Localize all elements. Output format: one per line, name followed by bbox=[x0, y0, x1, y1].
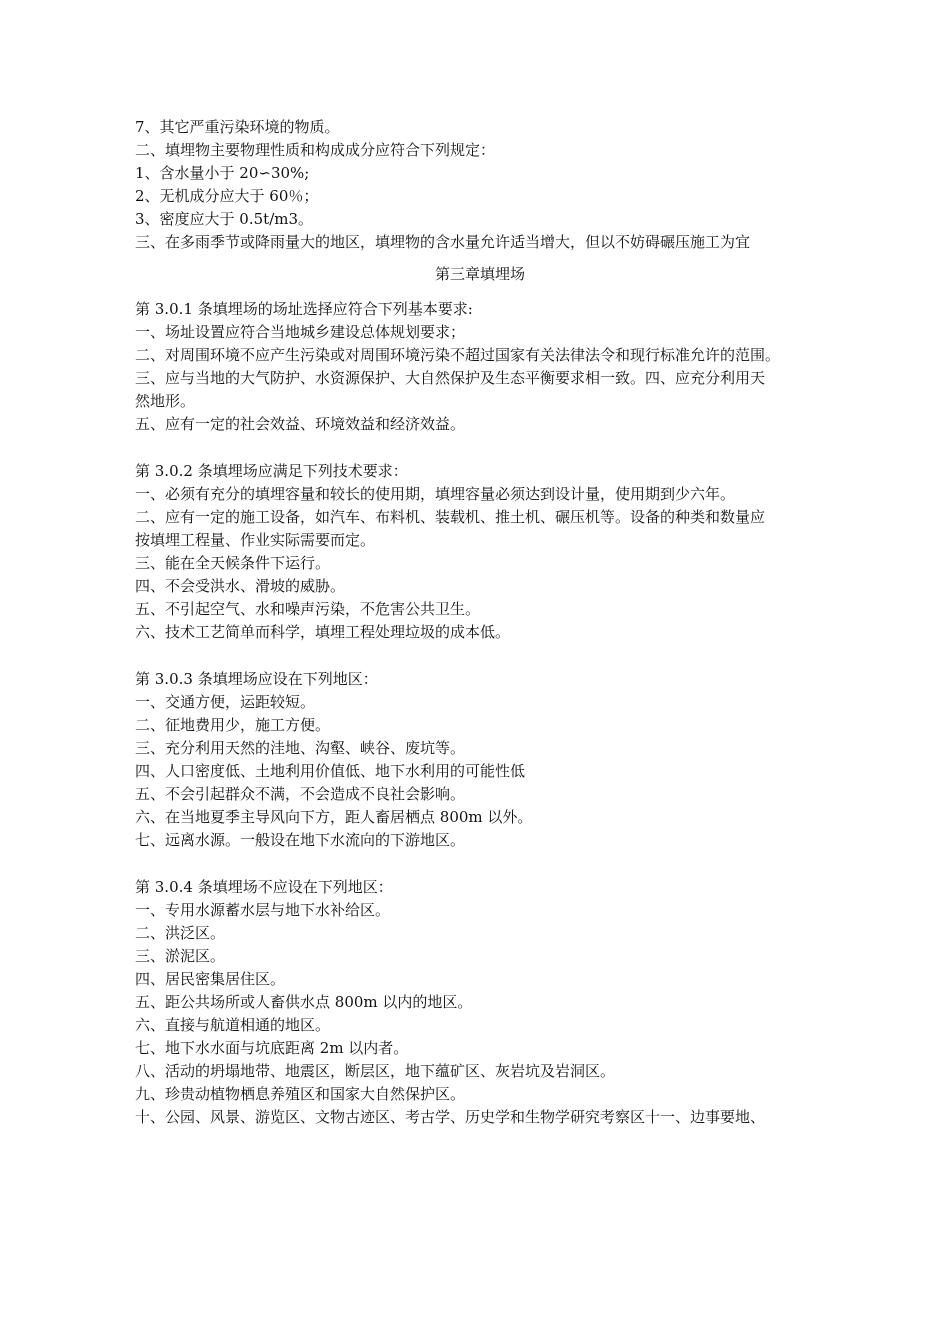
text-line: 2、无机成分应大于 60％； bbox=[135, 187, 319, 205]
section-heading: 第 3.0.1 条填埋场的场址选择应符合下列基本要求: bbox=[135, 300, 473, 318]
section-3-0-4 bbox=[135, 876, 825, 1129]
text-line: 九、珍贵动植物栖息养殖区和国家大自然保护区。 bbox=[135, 1085, 466, 1103]
section-heading: 第 3.0.4 条填埋场不应设在下列地区： bbox=[135, 878, 393, 896]
text-line: 四、人口密度低、土地利用价值低、地下水利用的可能性低 bbox=[135, 762, 526, 780]
text-line: 三、能在全天候条件下运行。 bbox=[135, 554, 331, 572]
text-line: 二、征地费用少，施工方便。 bbox=[135, 716, 331, 734]
section-3-0-2 bbox=[135, 460, 825, 644]
text-line: 四、不会受洪水、滑坡的威胁。 bbox=[135, 577, 346, 595]
section-3-0-1 bbox=[135, 298, 825, 436]
paragraph-gap bbox=[135, 436, 825, 460]
text-line: 五、不会引起群众不满，不会造成不良社会影响。 bbox=[135, 785, 466, 803]
text-line: 七、远离水源。一般设在地下水流向的下游地区。 bbox=[135, 831, 466, 849]
text-line: 八、活动的坍塌地带、地震区，断层区，地下蕴矿区、灰岩坑及岩洞区。 bbox=[135, 1062, 616, 1080]
text-line: 7、其它严重污染环境的物质。 bbox=[135, 118, 340, 136]
section-3-0-3 bbox=[135, 668, 825, 852]
text-line: 三、淤泥区。 bbox=[135, 947, 226, 965]
text-line: 四、居民密集居住区。 bbox=[135, 970, 286, 988]
text-line: 三、在多雨季节或降雨量大的地区，填埋物的含水量允许适当增大，但以不妨碍碾压施工为宜 bbox=[135, 233, 751, 251]
text-line: 然地形。 bbox=[135, 392, 196, 410]
intro-block bbox=[135, 116, 825, 254]
text-line: 二、对周围环境不应产生污染或对周围环境污染不超过国家有关法律法令和现行标准允许的范围。 bbox=[135, 346, 781, 364]
text-line: 五、应有一定的社会效益、环境效益和经济效益。 bbox=[135, 415, 466, 433]
text-line: 二、洪泛区。 bbox=[135, 924, 226, 942]
text-line: 二、应有一定的施工设备，如汽车、布料机、装载机、推土机、碾压机等。设备的种类和数量应 bbox=[135, 508, 766, 526]
text-line: 1、含水量小于 20∽30%; bbox=[135, 164, 310, 182]
document-page bbox=[135, 116, 825, 1129]
chapter-title: 第三章填埋场 bbox=[434, 265, 525, 283]
section-heading: 第 3.0.2 条填埋场应满足下列技术要求： bbox=[135, 462, 408, 480]
text-line: 六、技术工艺简单而科学，填埋工程处理垃圾的成本低。 bbox=[135, 623, 511, 641]
paragraph-gap bbox=[135, 852, 825, 876]
text-line: 七、地下水水面与坑底距离 2m 以内者。 bbox=[135, 1039, 409, 1057]
text-line: 一、交通方便，运距较短。 bbox=[135, 693, 316, 711]
text-line: 二、填埋物主要物理性质和构成成分应符合下列规定： bbox=[135, 141, 496, 159]
text-line: 六、在当地夏季主导风向下方，距人畜居栖点 800m 以外。 bbox=[135, 808, 533, 826]
section-heading: 第 3.0.3 条填埋场应设在下列地区： bbox=[135, 670, 378, 688]
text-line: 一、场址设置应符合当地城乡建设总体规划要求； bbox=[135, 323, 466, 341]
text-line: 五、距公共场所或人畜供水点 800m 以内的地区。 bbox=[135, 993, 473, 1011]
text-line: 三、应与当地的大气防护、水资源保护、大自然保护及生态平衡要求相一致。四、应充分利用天 bbox=[135, 369, 766, 387]
text-line: 按填埋工程量、作业实际需要而定。 bbox=[135, 531, 376, 549]
paragraph-gap bbox=[135, 644, 825, 668]
text-line: 3、密度应大于 0.5t/m3。 bbox=[135, 210, 314, 228]
text-line: 六、直接与航道相通的地区。 bbox=[135, 1016, 331, 1034]
text-line: 一、必须有充分的填埋容量和较长的使用期，填埋容量必须达到设计量，使用期到少六年。 bbox=[135, 485, 736, 503]
text-line: 一、专用水源蓄水层与地下水补给区。 bbox=[135, 901, 391, 919]
text-line: 五、不引起空气、水和噪声污染，不危害公共卫生。 bbox=[135, 600, 481, 618]
text-line: 三、充分利用天然的洼地、沟壑、峡谷、废坑等。 bbox=[135, 739, 466, 757]
text-line: 十、公园、风景、游览区、文物古迹区、考古学、历史学和生物学研究考察区十一、边事要地、 bbox=[135, 1108, 766, 1126]
